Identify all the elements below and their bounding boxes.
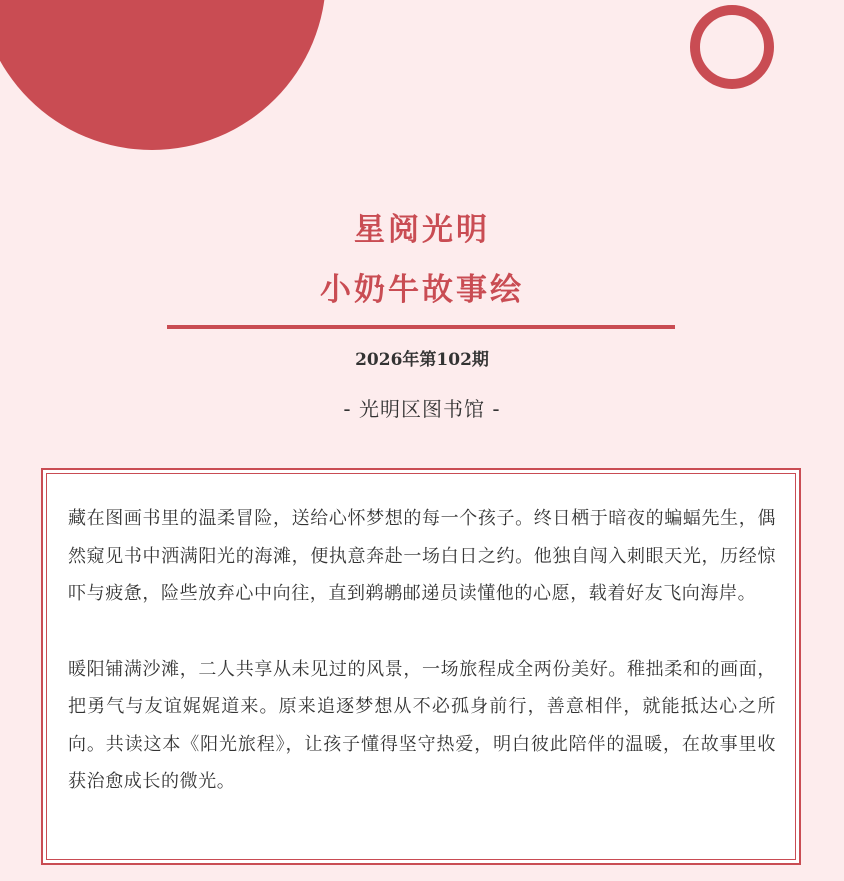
article-body [68, 500, 776, 801]
article-paragraph-2: 暖阳铺满沙滩，二人共享从未见过的风景，一场旅程成全两份美好。稚拙柔和的画面，把勇气与友谊娓娓道来。原来追逐梦想从不必孤身前行，善意相伴，就能抵达心之所向。共读这本《阳光旅程》，让孩子懂得坚守热爱，明白彼此陪伴的温暖，在故事里收获治愈成长的微光。 [68, 658, 776, 792]
issue-number: 2026年第102期 [355, 350, 489, 370]
decorative-ring [690, 5, 774, 89]
page-title: 星阅光明 [354, 212, 490, 248]
library-name: - 光明区图书馆 - [343, 397, 501, 421]
title-divider [167, 325, 675, 329]
decorative-circle [0, 0, 326, 150]
article-paragraph-1: 藏在图画书里的温柔冒险，送给心怀梦想的每一个孩子。终日栖于暗夜的蝙蝠先生，偶然窥见书中洒满阳光的海滩，便执意奔赴一场白日之约。他独自闯入刺眼天光，历经惊吓与疲惫，险些放弃心中向往，直到鹈鹕邮递员读懂他的心愿，载着好友飞向海岸。 [68, 508, 776, 604]
page-subtitle: 小奶牛故事绘 [320, 272, 524, 308]
